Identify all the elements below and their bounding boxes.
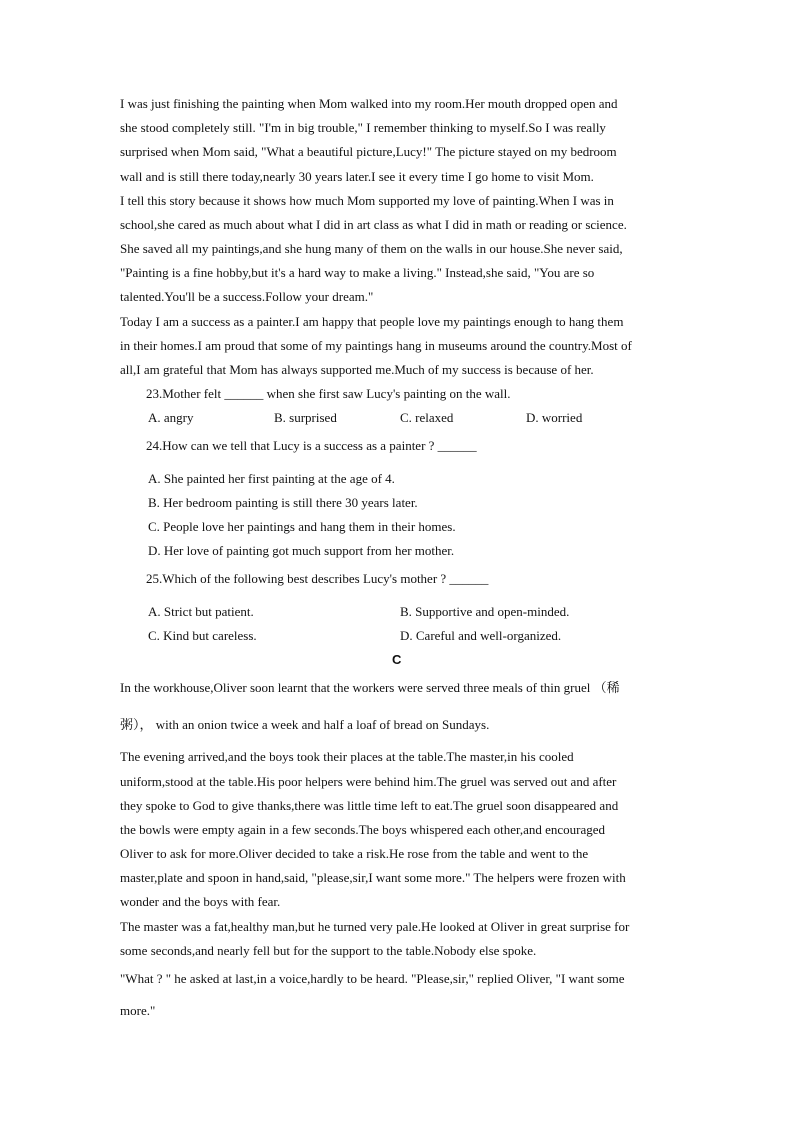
answer-option: D. Her love of painting got much support from her mother. [148,543,455,558]
question-stem: 24.How can we tell that Lucy is a success as a painter ? ______ [146,438,477,453]
passage-line: I was just finishing the painting when Mom walked into my room.Her mouth dropped open and [120,96,618,111]
answer-option: B. surprised [274,410,337,425]
passage-line: In the workhouse,Oliver soon learnt that the workers were served three meals of thin gruel （稀 [120,680,620,695]
answer-option: B. Supportive and open-minded. [400,604,570,619]
question-stem: 25.Which of the following best describes Lucy's mother ? ______ [146,571,489,586]
passage-line: some seconds,and nearly fell but for the support to the table.Nobody else spoke. [120,943,537,958]
answer-option: D. Careful and well-organized. [400,628,562,643]
passage-line: surprised when Mom said, "What a beautiful picture,Lucy!" The picture stayed on my bedroom [120,144,617,159]
passage-line: Today I am a success as a painter.I am happy that people love my paintings enough to hang them [120,314,624,329]
passage-line: "What ? " he asked at last,in a voice,hardly to be heard. "Please,sir," replied Oliver, "I want some [120,971,625,986]
passage-line: uniform,stood at the table.His poor helpers were behind him.The gruel was served out and after [120,774,617,789]
passage-line: the bowls were empty again in a few seconds.The boys whispered each other,and encouraged [120,822,605,837]
answer-option: C. relaxed [400,410,454,425]
question-stem: 23.Mother felt ______ when she first saw Lucy's painting on the wall. [146,386,511,401]
passage-line: The master was a fat,healthy man,but he turned very pale.He looked at Oliver in great surprise for [120,919,630,934]
answer-option: C. People love her paintings and hang them in their homes. [148,519,456,534]
passage-line: talented.You'll be a success.Follow your dream." [120,289,374,304]
passage-line: The evening arrived,and the boys took their places at the table.The master,in his cooled [120,749,574,764]
passage-line: 粥）， with an onion twice a week and half a loaf of bread on Sundays. [120,717,490,732]
section-heading: C [392,652,402,667]
passage-line: Oliver to ask for more.Oliver decided to take a risk.He rose from the table and went to the [120,846,589,861]
answer-option: A. angry [148,410,194,425]
answer-option: B. Her bedroom painting is still there 30 years later. [148,495,418,510]
passage-line: all,I am grateful that Mom has always supported me.Much of my success is because of her. [120,362,594,377]
answer-option: A. She painted her first painting at the age of 4. [148,471,395,486]
answer-option: A. Strict but patient. [148,604,254,619]
passage-line: in their homes.I am proud that some of my paintings hang in museums around the country.Most of [120,338,632,353]
passage-line: more." [120,1003,156,1018]
answer-option: C. Kind but careless. [148,628,257,643]
passage-line: "Painting is a fine hobby,but it's a hard way to make a living." Instead,she said, "You are so [120,265,595,280]
passage-line: wonder and the boys with fear. [120,894,281,909]
passage-line: they spoke to God to give thanks,there was little time left to eat.The gruel soon disappeared and [120,798,619,813]
passage-line: school,she cared as much about what I did in art class as what I did in math or reading or science. [120,217,627,232]
passage-line: master,plate and spoon in hand,said, "please,sir,I want some more." The helpers were frozen with [120,870,626,885]
passage-line: I tell this story because it shows how much Mom supported my love of painting.When I was in [120,193,614,208]
passage-line: She saved all my paintings,and she hung many of them on the walls in our house.She never said, [120,241,623,256]
passage-line: wall and is still there today,nearly 30 years later.I see it every time I go home to visit Mom. [120,169,594,184]
passage-line: she stood completely still. "I'm in big trouble," I remember thinking to myself.So I was really [120,120,606,135]
answer-option: D. worried [526,410,583,425]
